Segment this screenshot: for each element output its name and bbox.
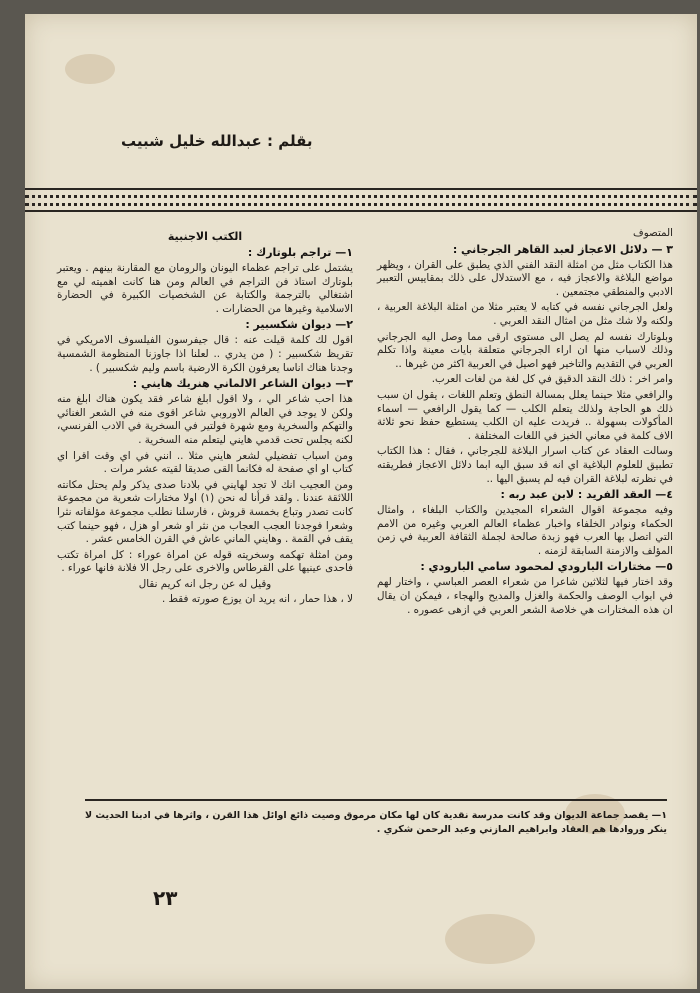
paragraph: ومن اسباب تفضيلي لشعر هايني مثلا .. انني في اي وقت اقرا اي كتاب او اي صفحة له فكانما القى صديقا لقيته عشر مرات . <box>57 449 353 476</box>
quote-line: وقيل له عن رجل انه كريم نقال <box>138 577 272 590</box>
paragraph: والرافعي مثلا حينما يعلل بمسالة النطق وتعلم اللغات ، يقول ان سبب ذلك هو الحاجة ولذلك يتعلم الكلب — كما يقول الرافعي — اسماء المأكولات بسهولة .. فريدت عليه ان الكلب يستطيع حفظ نحو ثلاثة الاف كلمة في معاني الخبز في اللغات المختلفة . <box>377 388 673 442</box>
paper-stain <box>65 54 115 84</box>
section-heading: ٣ — دلائل الاعجاز لعبد القاهر الجرجاني : <box>452 242 673 256</box>
paragraph: ولعل الجرجاني نفسه في كتابه لا يعتبر مثلا من امثلة البلاغة العربية ، ولكنه ولا شك مثل من امثال النقد العربي . <box>377 301 673 327</box>
paragraph: وبلوتارك نفسه لم يصل الى مستوى ارقى مما وصل اليه الجرجاني وذلك لاسباب منها ان اراء الجرجاني متعلقة بايات معينة واذا تكلم العربي في التقديم والتاخير فهو اصيل في العربية اكثر من غيرها .. <box>377 330 673 370</box>
paragraph: وسالت العقاد عن كتاب اسرار البلاغة للجرجاني ، فقال : هذا الكتاب تطبيق للعلوم البلاغية اي انه قد سبق اليه ابما دلائل الاعجاز فطريقته في نظرته لبلاغة القران فيه لم يسبق اليها .. <box>377 445 673 485</box>
footnote: ١— يقصد جماعة الديوان وقد كانت مدرسة نقدية كان لها مكان مرموق وصيت ذائع اوائل هذا القرن ، واثرها في ادبنا الحديث لا ينكر وروادها هم العقاد وابراهيم المازني وعبد الرحمن شكري . <box>85 810 667 835</box>
section-heading: الكتب الاجنبية <box>167 230 243 243</box>
author-byline: بقلم : عبدالله خليل شبيب <box>121 132 313 150</box>
section-heading: ٢— ديوان شكسبير : <box>245 318 353 332</box>
magazine-page <box>25 14 697 989</box>
separator-top <box>25 188 697 190</box>
paragraph: المتصوف <box>633 227 673 239</box>
paragraph: وقد اختار فيها لثلاثين شاعرا من شعراء العصر العباسي ، واختار لهم في ابواب الوصف والحكمة والغزل والمديح والهجاء ، فيمكن ان يقال ان هذه المختارات هي خلاصة الشعر العربي في ازهى عصوره . <box>377 576 673 616</box>
paragraph: هذا احب شاعر الي ، ولا اقول ابلغ شاعر فقد يكون هناك ابلغ منه ولكن لا يوجد في العالم الاوروبي شاعر اقوى منه في الشعر الغنائي والتهكم والسخرية ومع شهرة فولتير في السخرية في الادب الفرنسي، لكنه يجلس تحت قدمي هايني ليتعلم منه السخرية . <box>57 393 353 446</box>
right-column <box>377 227 673 619</box>
dotted-separator <box>25 203 697 206</box>
section-heading: ٤— العقد الفريد : لابن عبد ربه : <box>500 488 673 502</box>
left-column <box>57 228 353 609</box>
footnote-rule <box>85 799 667 801</box>
page-number: ٢٣ <box>153 886 178 910</box>
dotted-separator <box>25 195 697 198</box>
section-heading: ٥— مختارات البارودي لمحمود سامي البارودي : <box>420 560 673 574</box>
paragraph: لا ، هذا حمار ، انه يريد ان يوزع صورته فقط . <box>161 593 353 606</box>
section-heading: ٣— ديوان الشاعر الالماني هنريك هايني : <box>132 377 353 391</box>
paragraph: ومن امثلة تهكمه وسخريته قوله عن امراة عوراء : كل امراة تكتب فاحدى عينيها على القرطاس والاخرى على رجل الا فلانة فانها عوراء . <box>57 548 353 575</box>
paragraph: ومن العجيب انك لا تجد لهايني في بلادنا صدى يذكر ولم يحتل مكانته اللائقة عندنا . ولقد قرأنا له نحن (١) اولا مختارات شعرية من مجموعة كانت تصدر وتباع بخمسة قروش ، فارسلنا نطلب مجموعة مؤلفاته نثرا وشعرا فوجدنا العجب العجاب من نثر او شعر او هزل ، فهو حينما كتب يقف في القمة . وهايني الماني عاش في القرن الخامس عشر . <box>57 478 353 546</box>
paragraph: وفيه مجموعة اقوال الشعراء المجيدين والكتاب البلغاء ، وامثال الحكماء ونوادر الخلفاء واخبار عظماء العالم العربي وغيره من الامم التي اتصل بها العرب فهو زبدة صالحة لجملة الثقافة العربية في زمن المؤلف والازمنة السابقة لزمنه . <box>377 504 673 557</box>
separator-bottom <box>25 210 697 212</box>
paragraph: هذا الكتاب مثل من امثلة النقد الفني الذي يطبق على القران ، ويظهر مواضع البلاغة والاعجاز فيه ، مع الاستدلال على ذلك بمقاييس التعبير الادبي والمنطقي مجتمعين . <box>377 258 673 298</box>
paper-stain <box>445 914 535 964</box>
paragraph: يشتمل على تراجم عظماء اليونان والرومان مع المقارنة بينهم . ويعتبر بلوتارك استاذ فن التراجم في العالم ومن هنا كانت اهميته لي مع اشتغالي بالترجمة والكتابة عن الشخصيات الكبيرة في الحضارة الاسلامية وغيرها من الحضارات . <box>57 262 353 315</box>
paragraph: اقول لك كلمة قيلت عنه : قال جيفرسون الفيلسوف الامريكي في تقريظ شكسبير : ( من يدري .. لعلنا اذا جاوزنا المنظومة الشمسية وجدنا هناك اناسا يعرفون الكرة الارضية باسم وليم شكسبير ) . <box>57 334 353 374</box>
section-heading: ١— تراجم بلوتارك : <box>247 246 353 259</box>
paragraph: وامر اخر : ذلك النقد الدقيق في كل لغة من لغات العرب. <box>431 373 673 386</box>
